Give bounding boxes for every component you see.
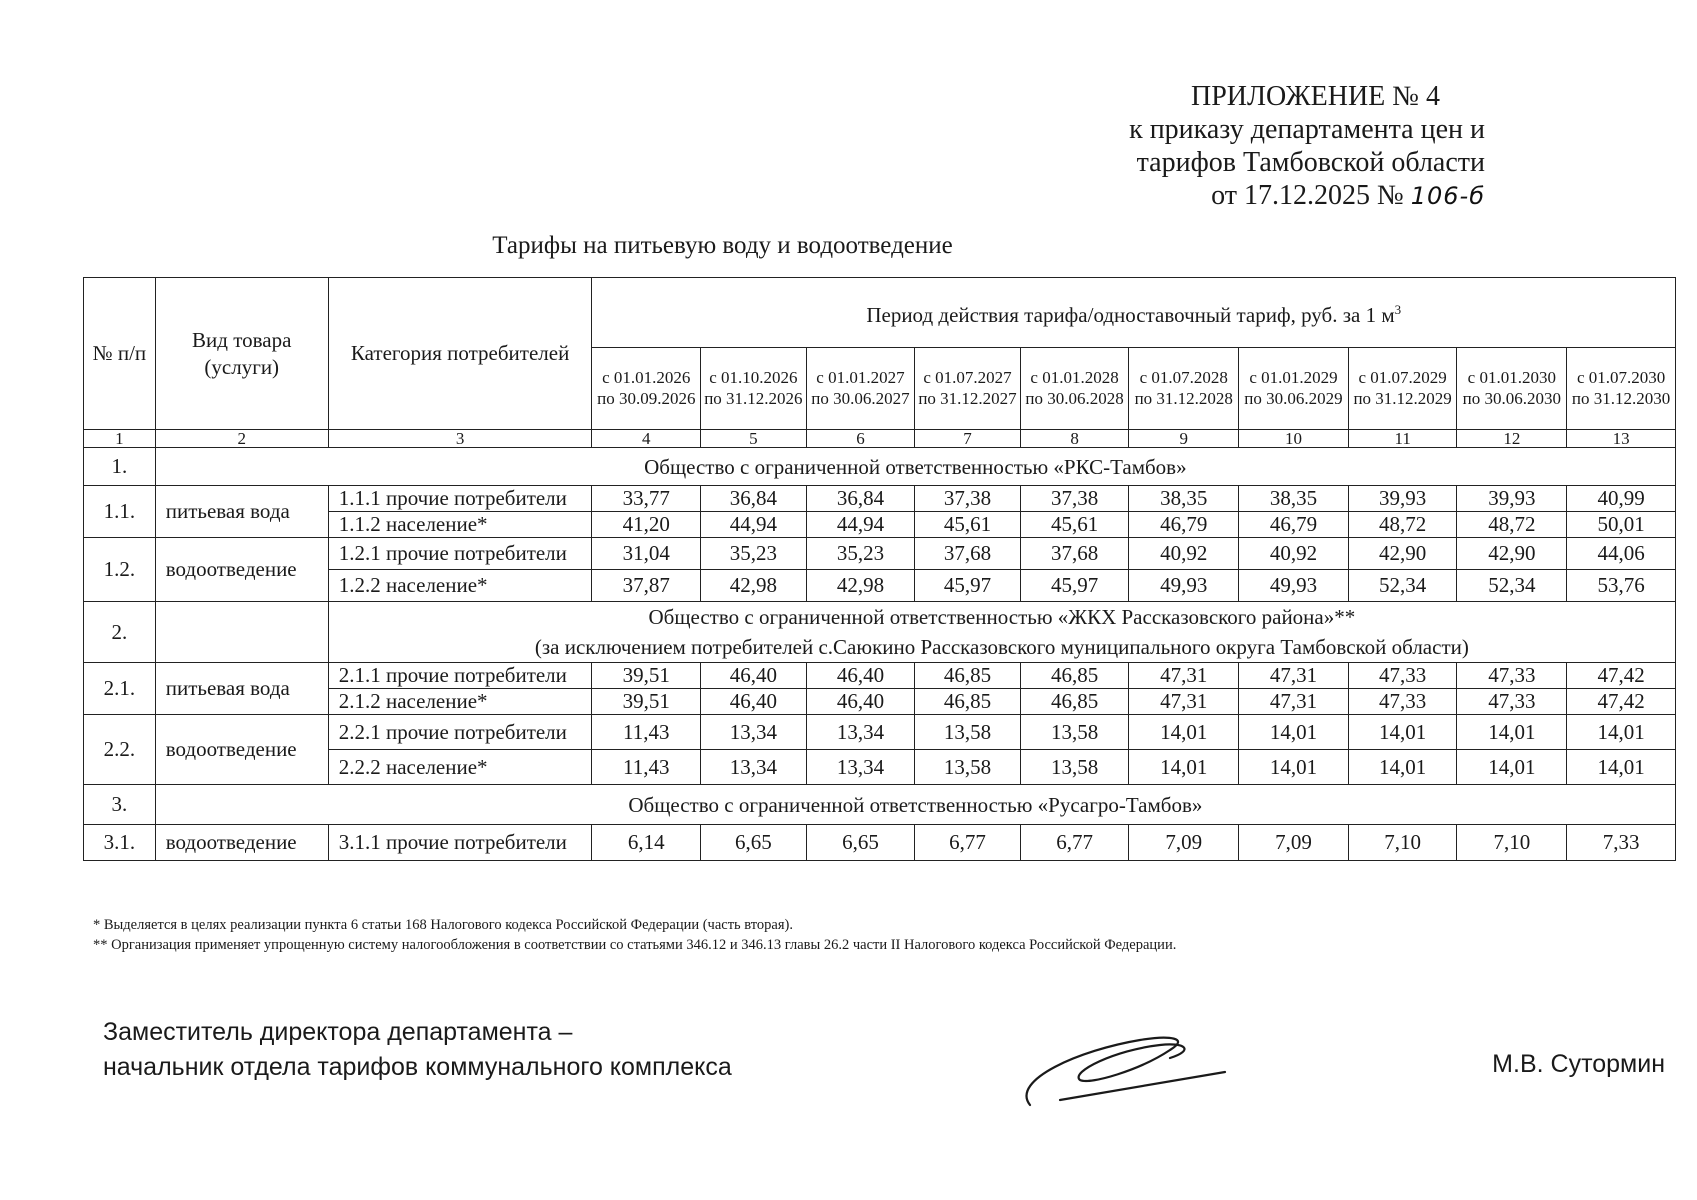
document-title: Тарифы на питьевую воду и водоотведение (492, 232, 953, 259)
tariff-value: 14,01 (1348, 715, 1457, 750)
tariff-value: 14,01 (1239, 750, 1349, 785)
tariff-value: 39,51 (592, 663, 701, 689)
table-row (84, 663, 1676, 689)
tariff-value: 6,14 (592, 825, 701, 861)
tariff-value: 14,01 (1457, 715, 1567, 750)
tariff-value: 11,43 (592, 750, 701, 785)
tariff-value: 14,01 (1129, 715, 1239, 750)
tariff-value: 6,77 (915, 825, 1020, 861)
tariff-value: 52,34 (1348, 570, 1457, 602)
tariff-value: 46,40 (806, 663, 915, 689)
service-type: водоотведение (155, 715, 328, 785)
tariff-value: 46,85 (1020, 663, 1129, 689)
tariff-value: 37,68 (915, 538, 1020, 570)
period-cell: с 01.01.2026 по 30.09.2026 (592, 348, 701, 430)
handwritten-signature (1020, 1010, 1230, 1120)
tariff-value: 47,42 (1567, 689, 1676, 715)
appendix-header (1129, 80, 1485, 213)
tariff-value: 42,90 (1348, 538, 1457, 570)
tariff-value: 35,23 (806, 538, 915, 570)
period-cell: с 01.07.2027 по 31.12.2027 (915, 348, 1020, 430)
tariff-value: 37,38 (915, 486, 1020, 512)
consumer-category: 2.1.1 прочие потребители (328, 663, 592, 689)
tariff-value: 40,92 (1239, 538, 1349, 570)
tariff-value: 39,93 (1457, 486, 1567, 512)
tariff-value: 47,31 (1239, 663, 1349, 689)
tariff-value: 6,77 (1020, 825, 1129, 861)
tariff-value: 46,85 (1020, 689, 1129, 715)
tariff-value: 38,35 (1129, 486, 1239, 512)
table-row (84, 538, 1676, 570)
table-row (84, 825, 1676, 861)
consumer-category: 1.2.2 население* (328, 570, 592, 602)
tariff-value: 47,31 (1239, 689, 1349, 715)
period-cell: с 01.01.2030 по 30.06.2030 (1457, 348, 1567, 430)
period-cell: с 01.07.2029 по 31.12.2029 (1348, 348, 1457, 430)
org-name: Общество с ограниченной ответственностью «РКС-Тамбов» (155, 448, 1675, 486)
tariff-value: 45,97 (1020, 570, 1129, 602)
tariff-value: 37,68 (1020, 538, 1129, 570)
tariff-value: 13,34 (701, 750, 806, 785)
signatory-position (103, 1015, 732, 1085)
tariff-value: 6,65 (806, 825, 915, 861)
tariff-value: 42,90 (1457, 538, 1567, 570)
tariff-value: 44,94 (806, 512, 915, 538)
column-header-number: № п/п (84, 278, 156, 430)
org-number: 3. (84, 785, 156, 825)
tariff-value: 47,31 (1129, 689, 1239, 715)
tariff-value: 14,01 (1567, 750, 1676, 785)
tariff-value: 13,34 (701, 715, 806, 750)
tariff-value: 14,01 (1239, 715, 1349, 750)
tariff-value: 48,72 (1457, 512, 1567, 538)
column-number-cell: 8 (1020, 430, 1129, 448)
org-row (84, 602, 1676, 663)
org-name-line1: Общество с ограниченной ответственностью «ЖКХ Рассказовского района»** (648, 605, 1356, 629)
group-number: 1.1. (84, 486, 156, 538)
tariff-value: 47,33 (1348, 689, 1457, 715)
column-number-cell: 13 (1567, 430, 1676, 448)
order-reference-line2: тарифов Тамбовской области (1136, 147, 1485, 178)
column-header-period (592, 278, 1676, 348)
column-number-cell: 12 (1457, 430, 1567, 448)
tariff-value: 7,33 (1567, 825, 1676, 861)
tariff-value: 14,01 (1457, 750, 1567, 785)
order-number: 106-б (1410, 182, 1485, 210)
tariff-value: 45,61 (1020, 512, 1129, 538)
consumer-category: 2.2.1 прочие потребители (328, 715, 592, 750)
period-cell: с 01.10.2026 по 31.12.2026 (701, 348, 806, 430)
tariff-value: 13,34 (806, 750, 915, 785)
group-number: 3.1. (84, 825, 156, 861)
order-date: от 17.12.2025 № (1211, 180, 1404, 211)
tariff-value: 47,42 (1567, 663, 1676, 689)
tariff-value: 46,85 (915, 663, 1020, 689)
tariff-value: 31,04 (592, 538, 701, 570)
tariff-value: 47,33 (1348, 663, 1457, 689)
org-row (84, 785, 1676, 825)
signatory-name: М.В. Сутормин (1492, 1050, 1665, 1078)
column-number-cell: 7 (915, 430, 1020, 448)
tariff-value: 35,23 (701, 538, 806, 570)
tariff-value: 40,99 (1567, 486, 1676, 512)
tariff-value: 45,61 (915, 512, 1020, 538)
service-type: водоотведение (155, 825, 328, 861)
tariff-value: 52,34 (1457, 570, 1567, 602)
tariff-value: 44,06 (1567, 538, 1676, 570)
tariff-value: 36,84 (701, 486, 806, 512)
column-number-cell: 1 (84, 430, 156, 448)
tariff-value: 46,40 (701, 663, 806, 689)
service-type: питьевая вода (155, 663, 328, 715)
column-number-cell: 4 (592, 430, 701, 448)
column-number-cell: 10 (1239, 430, 1349, 448)
tariff-value: 46,79 (1239, 512, 1349, 538)
appendix-title: ПРИЛОЖЕНИЕ № 4 (1191, 81, 1440, 112)
footnotes (93, 915, 1176, 955)
tariff-value: 13,58 (915, 715, 1020, 750)
table-row (84, 715, 1676, 750)
tariff-value: 7,09 (1239, 825, 1349, 861)
tariff-value: 50,01 (1567, 512, 1676, 538)
period-cell: с 01.01.2027 по 30.06.2027 (806, 348, 915, 430)
order-reference-line1: к приказу департамента цен и (1129, 114, 1485, 145)
tariff-value: 45,97 (915, 570, 1020, 602)
tariff-value: 14,01 (1129, 750, 1239, 785)
tariff-value: 42,98 (701, 570, 806, 602)
group-number: 1.2. (84, 538, 156, 602)
org-name (328, 602, 1675, 663)
tariff-value: 39,51 (592, 689, 701, 715)
table-row (84, 486, 1676, 512)
tariff-value: 42,98 (806, 570, 915, 602)
tariff-value: 46,79 (1129, 512, 1239, 538)
tariff-value: 13,58 (1020, 715, 1129, 750)
consumer-category: 2.1.2 население* (328, 689, 592, 715)
tariff-value: 41,20 (592, 512, 701, 538)
tariff-value: 6,65 (701, 825, 806, 861)
column-numbers-row (84, 430, 1676, 448)
tariff-value: 13,58 (1020, 750, 1129, 785)
org-row (84, 448, 1676, 486)
tariff-value: 40,92 (1129, 538, 1239, 570)
column-header-category: Категория потребителей (328, 278, 592, 430)
column-number-cell: 3 (328, 430, 592, 448)
tariff-value: 47,31 (1129, 663, 1239, 689)
table-header-row (84, 278, 1676, 348)
consumer-category: 1.2.1 прочие потребители (328, 538, 592, 570)
footnote-vat: * Выделяется в целях реализации пункта 6 статьи 168 Налогового кодекса Российской Федерации (часть вторая). (93, 917, 793, 933)
period-cell: с 01.07.2030 по 31.12.2030 (1567, 348, 1676, 430)
tariff-value: 14,01 (1567, 715, 1676, 750)
tariff-value: 7,09 (1129, 825, 1239, 861)
org-number: 2. (84, 602, 156, 663)
group-number: 2.2. (84, 715, 156, 785)
signatory-position-line1: Заместитель директора департамента – (103, 1018, 573, 1046)
tariff-value: 39,93 (1348, 486, 1457, 512)
tariff-value: 37,38 (1020, 486, 1129, 512)
order-date-line (1129, 179, 1485, 213)
footnote-tax-system: ** Организация применяет упрощенную систему налогообложения в соответствии со статьями 346.12 и 346.13 главы 26.2 части II Налогового кодекса Российской Федерации. (93, 937, 1177, 953)
period-unit-exponent: 3 (1394, 302, 1402, 317)
org-number: 1. (84, 448, 156, 486)
tariff-value: 38,35 (1239, 486, 1349, 512)
tariff-value: 46,40 (806, 689, 915, 715)
org-blank-cell (155, 602, 328, 663)
tariff-value: 37,87 (592, 570, 701, 602)
consumer-category: 1.1.2 население* (328, 512, 592, 538)
tariff-value: 49,93 (1239, 570, 1349, 602)
column-number-cell: 5 (701, 430, 806, 448)
tariff-table (83, 277, 1676, 861)
column-number-cell: 11 (1348, 430, 1457, 448)
service-type: водоотведение (155, 538, 328, 602)
consumer-category: 2.2.2 население* (328, 750, 592, 785)
period-cell: с 01.01.2029 по 30.06.2029 (1239, 348, 1349, 430)
tariff-value: 33,77 (592, 486, 701, 512)
tariff-value: 13,58 (915, 750, 1020, 785)
consumer-category: 3.1.1 прочие потребители (328, 825, 592, 861)
group-number: 2.1. (84, 663, 156, 715)
tariff-value: 49,93 (1129, 570, 1239, 602)
signatory-position-line2: начальник отдела тарифов коммунального комплекса (103, 1053, 732, 1081)
column-number-cell: 9 (1129, 430, 1239, 448)
column-number-cell: 6 (806, 430, 915, 448)
tariff-value: 7,10 (1348, 825, 1457, 861)
tariff-value: 11,43 (592, 715, 701, 750)
period-cell: с 01.07.2028 по 31.12.2028 (1129, 348, 1239, 430)
tariff-value: 7,10 (1457, 825, 1567, 861)
org-name-line2: (за исключением потребителей с.Саюкино Рассказовского муниципального округа Тамбовской области) (534, 635, 1469, 659)
tariff-value: 48,72 (1348, 512, 1457, 538)
tariff-value: 46,40 (701, 689, 806, 715)
period-cell: с 01.01.2028 по 30.06.2028 (1020, 348, 1129, 430)
service-type: питьевая вода (155, 486, 328, 538)
tariff-value: 47,33 (1457, 689, 1567, 715)
tariff-value: 13,34 (806, 715, 915, 750)
tariff-value: 36,84 (806, 486, 915, 512)
tariff-value: 44,94 (701, 512, 806, 538)
tariff-value: 14,01 (1348, 750, 1457, 785)
tariff-value: 53,76 (1567, 570, 1676, 602)
period-header-text: Период действия тарифа/одноставочный тариф, руб. за 1 м (866, 303, 1395, 327)
column-number-cell: 2 (155, 430, 328, 448)
tariff-value: 46,85 (915, 689, 1020, 715)
org-name: Общество с ограниченной ответственностью «Русагро-Тамбов» (155, 785, 1675, 825)
consumer-category: 1.1.1 прочие потребители (328, 486, 592, 512)
tariff-value: 47,33 (1457, 663, 1567, 689)
column-header-goods: Вид товара (услуги) (155, 278, 328, 430)
